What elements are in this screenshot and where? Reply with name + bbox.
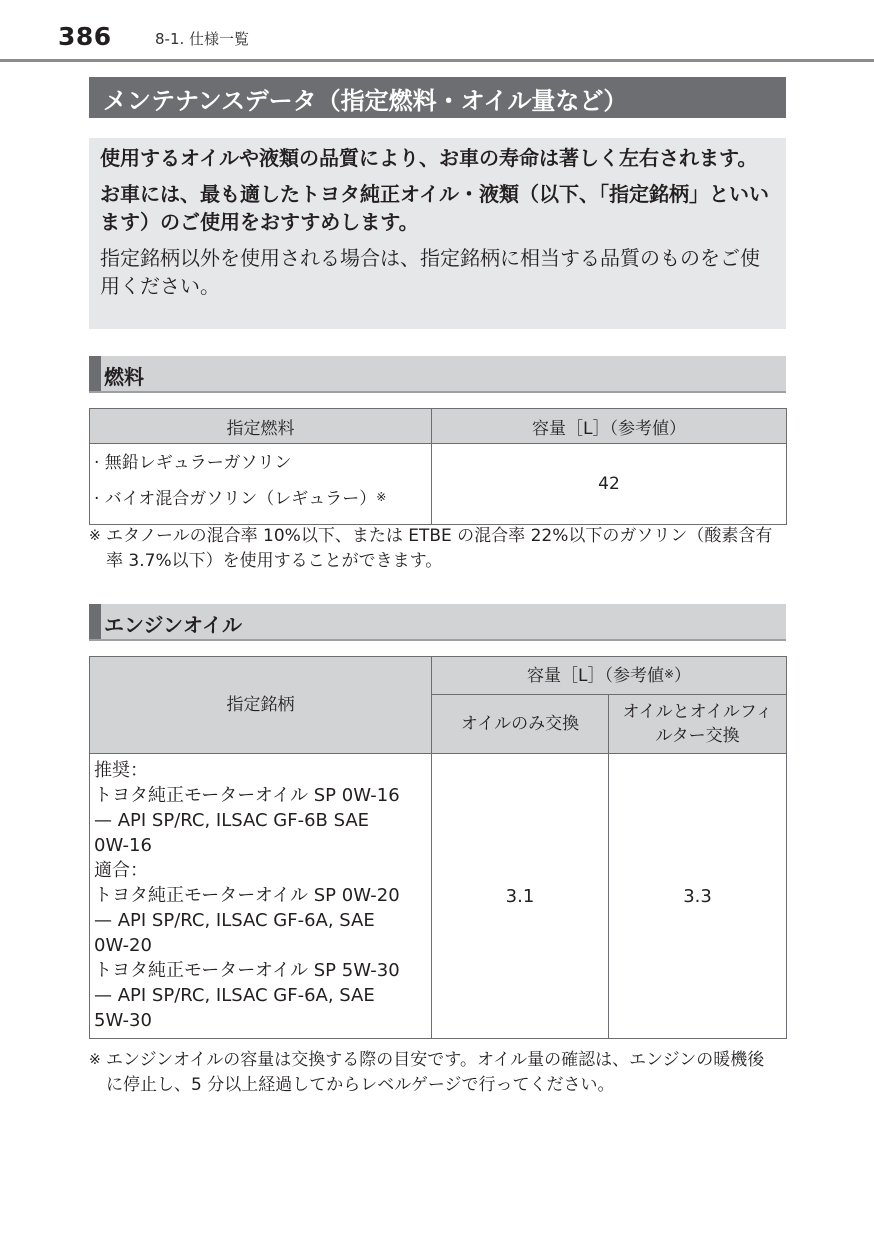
fuel-footnote-text: エタノールの混合率 10%以下、または ETBE の混合率 22%以下のガソリン（酸素含有率 3.7%以下）を使用することができます。 [106,526,773,571]
engine-oil-section-header [89,604,786,641]
page-header [0,0,874,62]
intro-box [89,138,786,329]
oil-filter-capacity-value: 3.3 [609,754,787,1039]
page-number: 386 [58,22,112,51]
engine-oil-heading: エンジンオイル [104,613,242,637]
engine-oil-footnote [89,1048,786,1100]
col-brand-header: 指定銘柄 [90,657,432,754]
list-item: — API SP/RC, ILSAC GF-6A, SAE [94,910,375,931]
list-item: 0W-16 [94,835,152,856]
list-item: 適合： [94,860,148,881]
oil-only-capacity-value: 3.1 [432,754,609,1039]
fuel-heading: 燃料 [104,365,144,389]
list-item: トヨタ純正モーターオイル SP 0W-16 [94,785,400,806]
list-item: 5W-30 [94,1010,152,1031]
intro-bold-1: 使用するオイルや液類の品質により、お車の寿命は著しく左右されます。 [100,146,758,170]
list-item: トヨタ純正モーターオイル SP 5W-30 [94,960,400,981]
fuel-footnote [89,524,786,576]
footnote-mark: ※ [376,490,387,504]
intro-normal: 指定銘柄以外を使用される場合は、指定銘柄に相当する品質のものをご使用ください。 [100,246,760,298]
table-row [90,754,787,1039]
list-item: — API SP/RC, ILSAC GF-6A, SAE [94,985,375,1006]
engine-oil-footnote-text: エンジンオイルの容量は交換する際の目安です。オイル量の確認は、エンジンの暖機後に停止し、5 分以上経過してからレベルゲージで行ってください。 [106,1050,765,1095]
list-item: トヨタ純正モーターオイル SP 0W-20 [94,885,400,906]
list-item: 0W-20 [94,935,152,956]
col-oil-filter-header: オイルとオイルフィ ルター交換 [609,695,787,754]
oil-brand-cell [90,754,432,1039]
page-title: メンテナンスデータ（指定燃料・オイル量など） [103,87,628,115]
header-divider [0,59,874,62]
section-marker [89,604,101,639]
list-item: 推奨： [94,760,148,781]
col-capacity-header: 容量［L］（参考値※） [432,657,787,695]
list-item: — API SP/RC, ILSAC GF-6B SAE [94,810,370,831]
col-capacity-header: 容量［L］（参考値） [432,409,787,444]
table-header-row [90,657,787,695]
engine-oil-table [89,656,787,1039]
section-marker [89,356,101,391]
fuel-section-header [89,356,786,393]
fuel-table [89,408,787,525]
intro-bold-2: お車には、最も適したトヨタ純正オイル・液類（以下、「指定銘柄」といいます）のご使用をおすすめします。 [100,182,769,234]
fuel-items-cell [90,444,432,525]
footnote-mark: ※ [89,1052,101,1068]
section-path: 8-1. 仕様一覧 [155,30,250,48]
footnote-mark: ※ [663,666,675,681]
col-oil-only-header: オイルのみ交換 [432,695,609,754]
col-fuel-header: 指定燃料 [90,409,432,444]
table-row [90,444,787,525]
footnote-mark: ※ [89,528,101,544]
fuel-capacity-value: 42 [432,444,787,525]
fuel-item: · 無鉛レギュラーガソリン [94,453,292,473]
table-header-row [90,409,787,444]
page-title-bar [89,77,786,118]
fuel-item: · バイオ混合ガソリン（レギュラー）※ [94,489,387,509]
